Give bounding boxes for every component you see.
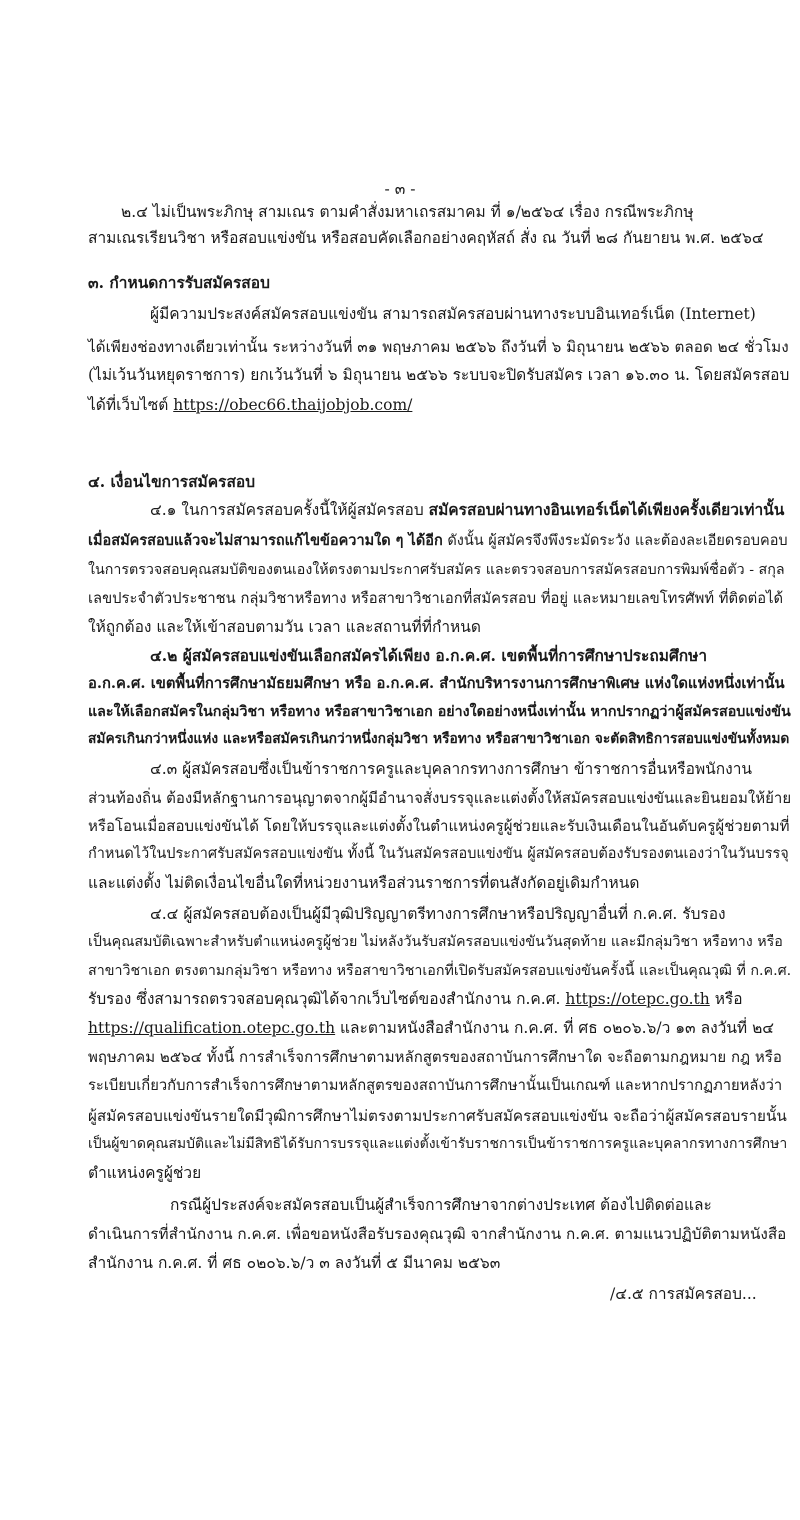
p44-line-10: ตำแหน่งครูผู้ช่วย (88, 1164, 202, 1182)
p41-line-2-text: ดังนั้น ผู้สมัครจึงพึงระมัดระวัง และต้องละเอียดรอบคอบ (442, 533, 788, 549)
section-3-line-3: (ไม่เว้นวันหยุดราชการ) ยกเว้นวันที่ ๖ มิถุนายน ๒๕๖๖ ระบบจะปิดรับสมัคร เวลา ๑๖.๓๐ น. โดยสมัครสอบ (88, 366, 790, 384)
p44-line-7: ระเบียบเกี่ยวกับการสำเร็จการศึกษาตามหลักสูตรของสถาบันการศึกษานั้นเป็นเกณฑ์ และหากปรากฏภายหลังว่า (88, 1077, 783, 1094)
p43-line-3: หรือโอนเมื่อสอบแข่งขันได้ โดยให้บรรจุและแต่งตั้งในตำแหน่งครูผู้ช่วยและรับเงินเดือนในอันดับครูผู้ช่วยตามที่ (88, 817, 790, 835)
p41-line-2 (88, 530, 788, 552)
p42-line-2: อ.ก.ค.ศ. เขตพื้นที่การศึกษามัธยมศึกษา หรือ อ.ก.ค.ศ. สำนักบริหารงานการศึกษาพิเศษ แห่งใดแห่งหนึ่งเท่านั้น (88, 675, 785, 692)
p41-line-1-bold: สมัครสอบผ่านทางอินเทอร์เน็ตได้เพียงครั้งเดียวเท่านั้น (428, 500, 785, 519)
p44-line-4-suffix: หรือ (709, 990, 743, 1008)
p41-line-2-bold: เมื่อสมัครสอบแล้วจะไม่สามารถแก้ไขข้อความใด ๆ ได้อีก (88, 532, 443, 549)
section-3-line-4-prefix: ได้ที่เว็บไซต์ (88, 396, 174, 414)
p44-line-4 (88, 988, 743, 1010)
p44-line-4-text: รับรอง ซึ่งสามารถตรวจสอบคุณวุฒิได้จากเว็บไซต์ของสำนักงาน ก.ค.ศ. (88, 990, 566, 1008)
section-3-line-4 (88, 394, 412, 416)
application-website-link[interactable]: https://obec66.thaijobjob.com/ (173, 396, 413, 414)
foreign-line-1: กรณีผู้ประสงค์จะสมัครสอบเป็นผู้สำเร็จการศึกษาจากต่างประเทศ ต้องไปติดต่อและ (170, 1196, 712, 1214)
p44-line-5-suffix: และตามหนังสือสำนักงาน ก.ค.ศ. ที่ ศธ ๐๒๐๖.๖/ว ๑๓ ลงวันที่ ๒๔ (335, 1019, 775, 1037)
foreign-line-2: ดำเนินการที่สำนักงาน ก.ค.ศ. เพื่อขอหนังสือรับรองคุณวุฒิ จากสำนักงาน ก.ค.ศ. ตามแนวปฏิบัติตามหนังสือ (88, 1225, 787, 1243)
p44-line-6: พฤษภาคม ๒๕๖๔ ทั้งนี้ การสำเร็จการศึกษาตามหลักสูตรของสถาบันการศึกษาใด จะถือตามกฎหมาย กฎ หรือ (88, 1048, 782, 1066)
p44-line-1: ๔.๔ ผู้สมัครสอบต้องเป็นผู้มีวุฒิปริญญาตรีทางการศึกษาหรือปริญญาอื่นที่ ก.ค.ศ. รับรอง (150, 905, 726, 923)
p44-line-8: ผู้สมัครสอบแข่งขันรายใดมีวุฒิการศึกษาไม่ตรงตามประกาศรับสมัครสอบแข่งขัน จะถือว่าผู้สมัครสอบรายนั้น (88, 1107, 787, 1125)
p41-line-4: เลขประจำตัวประชาชน กลุ่มวิชาหรือทาง หรือสาขาวิชาเอกที่สมัครสอบ ที่อยู่ และหมายเลขโทรศัพท์ ที่ติดต่อได้ (88, 590, 784, 607)
p44-line-5 (88, 1017, 774, 1039)
p42-line-4: สมัครเกินกว่าหนึ่งแห่ง และหรือสมัครเกินกว่าหนึ่งกลุ่มวิชา หรือทาง หรือสาขาวิชาเอก จะตัดสิทธิการสอบแข่งขันทั้งหมด (88, 731, 790, 747)
p44-line-2: เป็นคุณสมบัติเฉพาะสำหรับตำแหน่งครูผู้ช่วย ไม่หลังวันรับสมัครสอบแข่งขันวันสุดท้าย และมีกลุ่มวิชา หรือทาง หรือ (88, 934, 783, 950)
page-number: - ๓ - (384, 180, 416, 198)
p44-line-9: เป็นผู้ขาดคุณสมบัติและไม่มีสิทธิได้รับการบรรจุและแต่งตั้งเข้ารับราชการเป็นข้าราชการครูและบุคลากรทางการศึกษา (88, 1136, 788, 1152)
p44-line-3: สาขาวิชาเอก ตรงตามกลุ่มวิชา หรือทาง หรือสาขาวิชาเอกที่เปิดรับสมัครสอบแข่งขันครั้งนี้ และเป็นคุณวุฒิ ที่ ก.ค.ศ. (88, 963, 792, 979)
p43-line-1: ๔.๓ ผู้สมัครสอบซึ่งเป็นข้าราชการครูและบุคลากรทางการศึกษา ข้าราชการอื่นหรือพนักงาน (150, 760, 753, 778)
p42-line-3: และให้เลือกสมัครในกลุ่มวิชา หรือทาง หรือสาขาวิชาเอก อย่างใดอย่างหนึ่งเท่านั้น หากปรากฏว่าผู้สมัครสอบแข่งขัน (88, 704, 791, 720)
otepc-website-link[interactable]: https://otepc.go.th (565, 990, 710, 1008)
p43-line-4: กำหนดไว้ในประกาศรับสมัครสอบแข่งขัน ทั้งนี้ ในวันสมัครสอบแข่งขัน ผู้สมัครสอบต้องรับรองตนเองว่าในวันบรรจุ (88, 846, 789, 862)
foreign-line-3: สำนักงาน ก.ค.ศ. ที่ ศธ ๐๒๐๖.๖/ว ๓ ลงวันที่ ๕ มีนาคม ๒๕๖๓ (88, 1254, 501, 1272)
p43-line-2: ส่วนท้องถิ่น ต้องมีหลักฐานการอนุญาตจากผู้มีอำนาจสั่งบรรจุและแต่งตั้งให้สมัครสอบแข่งขันและยินยอมให้ย้าย (88, 789, 792, 807)
continuation-marker: /๔.๕ การสมัครสอบ... (610, 1285, 757, 1303)
section-3-line-1: ผู้มีความประสงค์สมัครสอบแข่งขัน สามารถสมัครสอบผ่านทางระบบอินเทอร์เน็ต (Internet) (150, 305, 756, 323)
section-4-heading: ๔. เงื่อนไขการสมัครสอบ (88, 472, 256, 491)
p41-line-1 (150, 499, 784, 521)
p41-line-3: ในการตรวจสอบคุณสมบัติของตนเองให้ตรงตามประกาศรับสมัคร และตรวจสอบการสมัครสอบการพิมพ์ชื่อตัว - สกุล (88, 562, 785, 578)
qualification-website-link[interactable]: https://qualification.otepc.go.th (88, 1019, 336, 1037)
section-3-heading: ๓. กำหนดการรับสมัครสอบ (88, 273, 270, 292)
item-2-4-line-1: ๒.๔ ไม่เป็นพระภิกษุ สามเณร ตามคำสั่งมหาเถรสมาคม ที่ ๑/๒๕๖๔ เรื่อง กรณีพระภิกษุ (121, 203, 694, 221)
p43-line-5: และแต่งตั้ง ไม่ติดเงื่อนไขอื่นใดที่หน่วยงานหรือส่วนราชการที่ตนสังกัดอยู่เดิมกำหนด (88, 874, 640, 892)
p41-line-5: ให้ถูกต้อง และให้เข้าสอบตามวัน เวลา และสถานที่ที่กำหนด (88, 618, 481, 636)
p41-line-1-text: ๔.๑ ในการสมัครสอบครั้งนี้ให้ผู้สมัครสอบ (150, 501, 429, 519)
item-2-4-line-2: สามเณรเรียนวิชา หรือสอบแข่งขัน หรือสอบคัดเลือกอย่างคฤหัสถ์ สั่ง ณ วันที่ ๒๘ กันยายน พ.ศ. ๒๕๖๔ (88, 229, 764, 247)
p42-line-1: ๔.๒ ผู้สมัครสอบแข่งขันเลือกสมัครได้เพียง อ.ก.ค.ศ. เขตพื้นที่การศึกษาประถมศึกษา (150, 646, 708, 665)
section-3-line-2: ได้เพียงช่องทางเดียวเท่านั้น ระหว่างวันที่ ๓๑ พฤษภาคม ๒๕๖๖ ถึงวันที่ ๖ มิถุนายน ๒๕๖๖ ตลอด ๒๔ ชั่วโมง (88, 338, 789, 356)
